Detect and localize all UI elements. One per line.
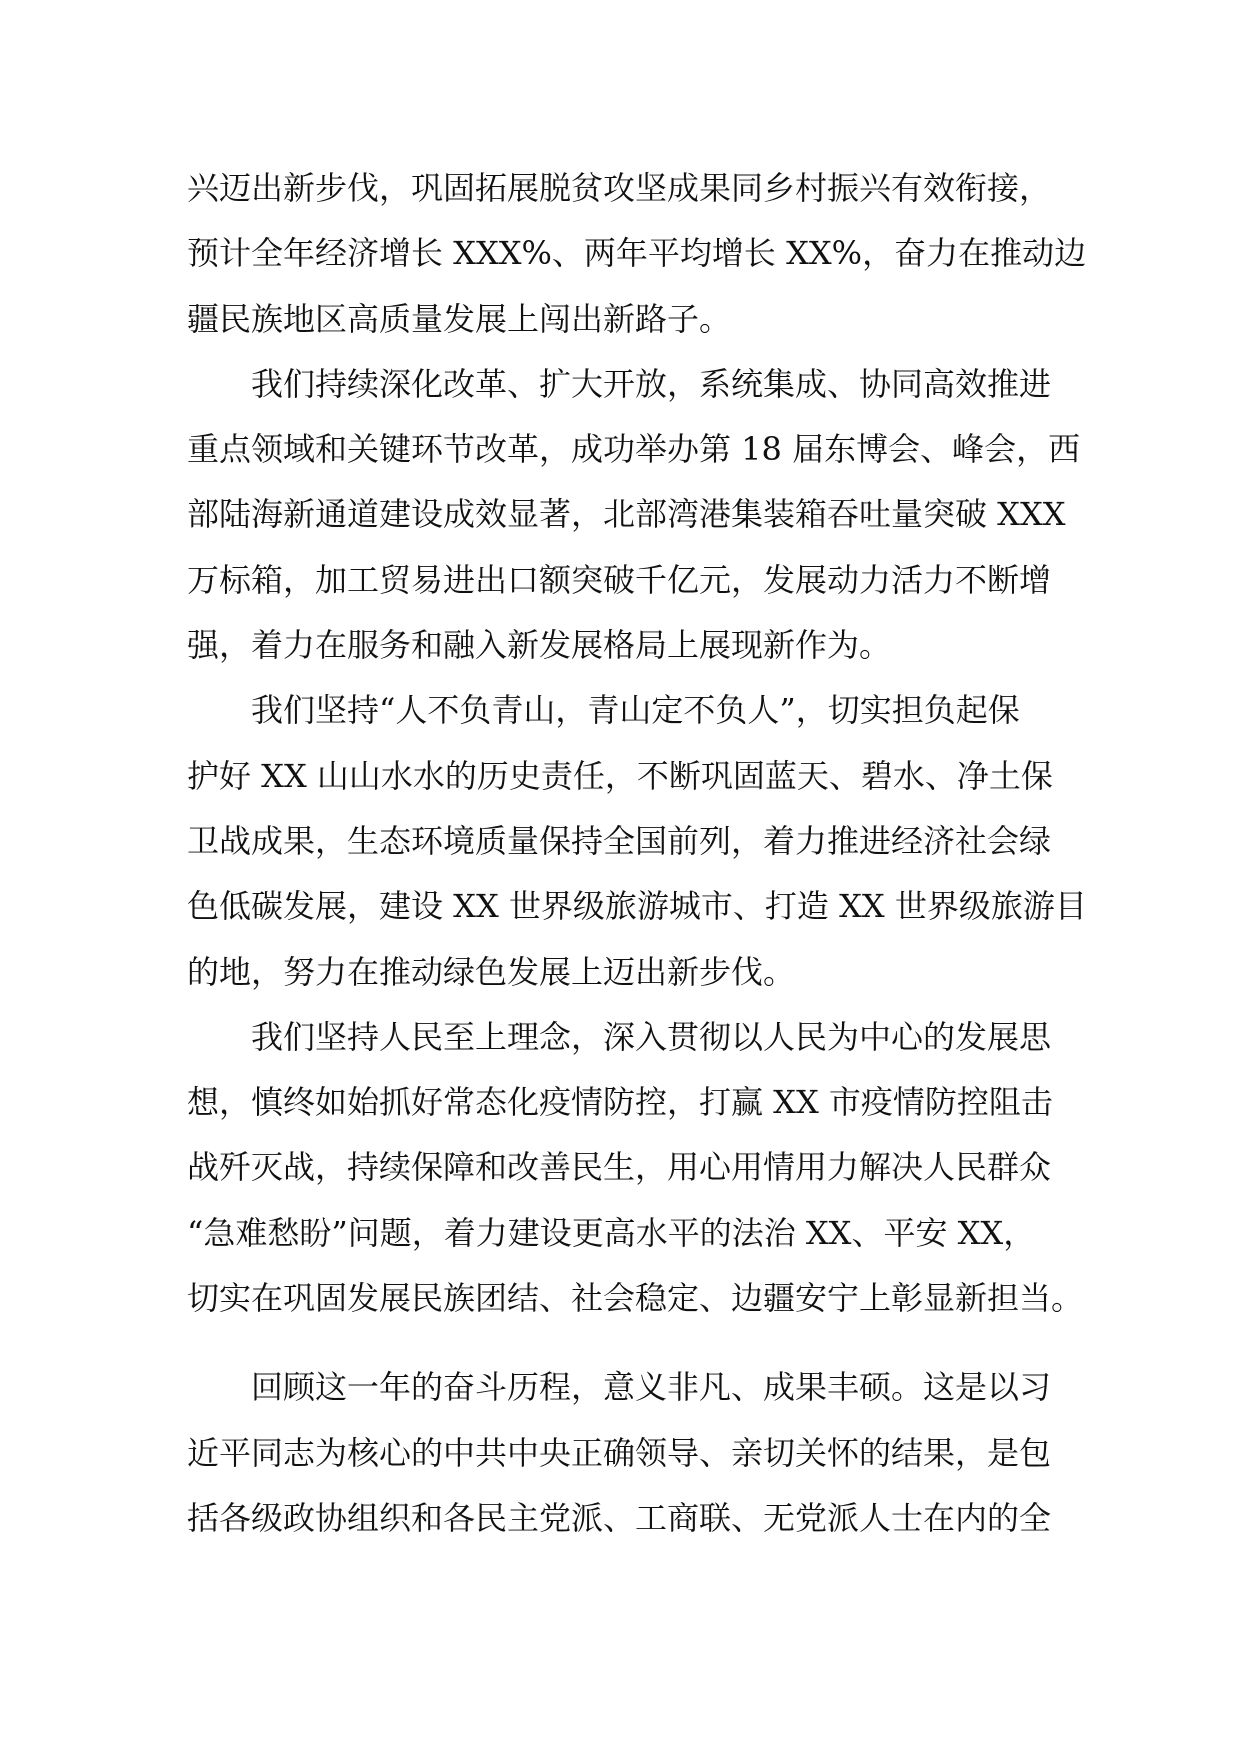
paragraph-line: 兴迈出新步伐，巩固拓展脱贫攻坚成果同乡村振兴有效衔接， <box>187 169 1052 207</box>
paragraph-line: 护好 XX 山山水水的历史责任，不断巩固蓝天、碧水、净土保 <box>187 756 1053 795</box>
paragraph <box>187 691 1087 1019</box>
paragraph <box>187 169 1087 367</box>
paragraph-line: 强，着力在服务和融入新发展格局上展现新作为。 <box>187 626 892 665</box>
paragraph-first-line: 我们坚持“人不负青山，青山定不负人”，切实担负起保 <box>251 691 1020 730</box>
paragraph <box>187 364 1081 693</box>
paragraph-first-line: 回顾这一年的奋斗历程，意义非凡、成果丰硕。这是以习 <box>251 1368 1052 1407</box>
paragraph-line: 重点领域和关键环节改革，成功举办第 18 届东博会、峰会，西 <box>187 430 1081 469</box>
paragraph-line: 括各级政协组织和各民主党派、工商联、无党派人士在内的全 <box>187 1498 1052 1537</box>
paragraph-first-line: 我们持续深化改革、扩大开放，系统集成、协同高效推进 <box>251 364 1052 403</box>
paragraph-line: 部陆海新通道建设成效显著，北部湾港集装箱吞吐量突破 XXX <box>187 495 1066 534</box>
paragraph <box>187 1370 1067 1566</box>
paragraph-line: 想，慎终如始抓好常态化疫情防控，打赢 XX 市疫情防控阻击 <box>187 1083 1053 1122</box>
paragraph-line: 预计全年经济增长 XXX%、两年平均增长 XX%，奋力在推动边 <box>187 234 1087 273</box>
paragraph-first-line: 我们坚持人民至上理念，深入贯彻以人民为中心的发展思 <box>251 1017 1052 1056</box>
paragraph <box>187 1017 1084 1346</box>
paragraph-line: 卫战成果，生态环境质量保持全国前列，着力推进经济社会绿 <box>187 821 1052 860</box>
paragraph-line: 疆民族地区高质量发展上闯出新路子。 <box>187 299 732 338</box>
paragraph-line: 的地，努力在推动绿色发展上迈出新步伐。 <box>187 952 796 991</box>
paragraph-line: 战歼灭战，持续保障和改善民生，用心用情用力解决人民群众 <box>187 1148 1052 1187</box>
paragraph-line: “急难愁盼”问题，着力建设更高水平的法治 XX、平安 XX， <box>187 1213 1036 1252</box>
paragraph-line: 切实在巩固发展民族团结、社会稳定、边疆安宁上彰显新担当。 <box>187 1279 1084 1318</box>
paragraph-line: 色低碳发展，建设 XX 世界级旅游城市、打造 XX 世界级旅游目 <box>187 887 1087 926</box>
document-body <box>187 169 1087 1566</box>
paragraph-line: 万标箱，加工贸易进出口额突破千亿元，发展动力活力不断增 <box>187 560 1052 599</box>
paragraph-line: 近平同志为核心的中共中央正确领导、亲切关怀的结果，是包 <box>187 1433 1052 1472</box>
